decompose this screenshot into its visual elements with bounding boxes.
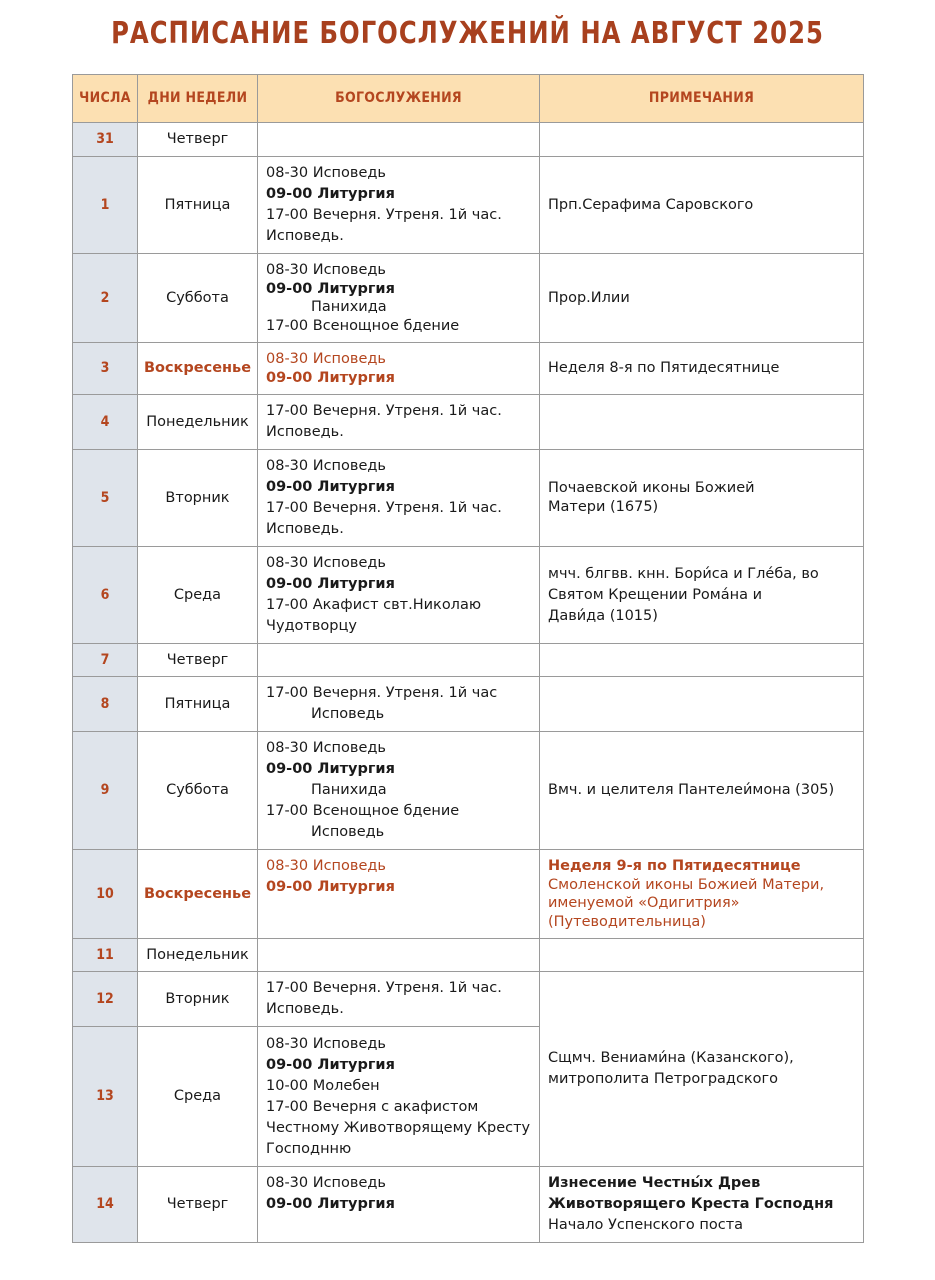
notes-cell	[540, 677, 864, 732]
note-line: мчч. блгвв. кнн. Бори́са и Гле́ба, во	[548, 565, 819, 582]
service-line: 17-00 Вечерня. Утреня. 1й час.	[266, 980, 502, 996]
services-cell	[258, 1167, 540, 1243]
note-line: Вмч. и целителя Пантелеи́мона (305)	[548, 782, 835, 798]
note-line: Начало Успенского поста	[548, 1217, 744, 1233]
note-line: Неделя 8-я по Пятидесятнице	[548, 360, 780, 376]
services-cell	[258, 939, 540, 972]
note-line: Изнесение Честны́х Древ	[548, 1175, 761, 1191]
table-row	[73, 677, 864, 732]
service-line: 09-00 Литургия	[266, 761, 395, 777]
services-cell	[258, 677, 540, 732]
table-row	[73, 254, 864, 343]
date-cell: 2	[73, 254, 138, 343]
service-line: 17-00 Акафист свт.Николаю	[266, 597, 482, 613]
date-cell: 8	[73, 677, 138, 732]
service-line: Исповедь.	[266, 228, 344, 244]
date-cell: 11	[73, 939, 138, 972]
services-cell	[258, 732, 540, 850]
services-cell	[258, 1027, 540, 1167]
header-num: ЧИСЛА	[73, 75, 138, 123]
schedule-table	[72, 74, 864, 1243]
service-line: Чудотворцу	[266, 618, 357, 634]
note-line: Прп.Серафима Саровского	[548, 196, 754, 213]
services-cell	[258, 547, 540, 644]
notes-cell	[540, 939, 864, 972]
service-line: Господнню	[266, 1140, 352, 1157]
note-line: Дави́да (1015)	[548, 607, 658, 624]
table-row	[73, 157, 864, 254]
service-line: Панихида	[311, 299, 387, 315]
note-line: Прор.Илии	[548, 289, 630, 306]
service-line: 09-00 Литургия	[266, 1196, 395, 1212]
table-header-row	[73, 75, 864, 123]
services-cell	[258, 157, 540, 254]
table-row	[73, 644, 864, 677]
service-line: Исповедь	[311, 706, 385, 722]
header-day: ДНИ НЕДЕЛИ	[138, 75, 258, 123]
note-line: (Путеводительница)	[548, 913, 706, 930]
notes-cell	[540, 450, 864, 547]
note-line: митрополита Петроградского	[548, 1071, 779, 1087]
service-line: Исповедь.	[266, 424, 344, 440]
page-title: РАСПИСАНИЕ БОГОСЛУЖЕНИЙ НА АВГУСТ 2025	[111, 16, 824, 51]
header-services: БОГОСЛУЖЕНИЯ	[258, 75, 540, 123]
service-line: 08-30 Исповедь	[266, 262, 386, 278]
service-line: 08-30 Исповедь	[266, 858, 386, 874]
date-cell: 13	[73, 1027, 138, 1167]
date-cell: 1	[73, 157, 138, 254]
services-cell	[258, 395, 540, 450]
service-line: 17-00 Вечерня с акафистом	[266, 1098, 479, 1115]
weekday-cell: Суббота	[138, 254, 258, 343]
weekday-cell: Понедельник	[138, 395, 258, 450]
service-line: Исповедь.	[266, 521, 344, 537]
table-row	[73, 732, 864, 850]
weekday-cell: Пятница	[138, 157, 258, 254]
weekday-cell: Среда	[138, 547, 258, 644]
date-cell: 4	[73, 395, 138, 450]
table-row	[73, 547, 864, 644]
notes-cell	[540, 343, 864, 395]
notes-cell	[540, 123, 864, 157]
table-row	[73, 343, 864, 395]
date-cell: 7	[73, 644, 138, 677]
service-line: Исповедь.	[266, 1001, 344, 1017]
date-cell: 6	[73, 547, 138, 644]
service-line: Честному Животворящему Кресту	[266, 1119, 531, 1136]
services-cell	[258, 450, 540, 547]
service-line: 09-00 Литургия	[266, 576, 395, 592]
service-line: Панихида	[311, 782, 387, 798]
service-line: 09-00 Литургия	[266, 280, 395, 297]
services-cell	[258, 972, 540, 1027]
service-line: 09-00 Литургия	[266, 369, 395, 386]
service-line: 09-00 Литургия	[266, 186, 395, 202]
service-line: 08-30 Исповедь	[266, 458, 386, 474]
table-row	[73, 123, 864, 157]
service-line: 09-00 Литургия	[266, 879, 395, 895]
date-cell: 9	[73, 732, 138, 850]
services-cell	[258, 644, 540, 677]
note-line: Смоленской иконы Божией Матери,	[548, 876, 825, 893]
service-line: 17-00 Вечерня. Утреня. 1й час	[266, 685, 498, 701]
weekday-cell: Вторник	[138, 972, 258, 1027]
notes-cell	[540, 395, 864, 450]
note-line: Неделя 9-я по Пятидесятнице	[548, 858, 801, 874]
service-line: 10-00 Молебен	[266, 1077, 380, 1094]
notes-cell	[540, 972, 864, 1167]
services-cell	[258, 850, 540, 939]
note-line: Святом Крещении Рома́на и	[548, 586, 763, 603]
service-line: 17-00 Всенощное бдение	[266, 317, 460, 334]
date-cell: 10	[73, 850, 138, 939]
notes-cell	[540, 157, 864, 254]
date-cell: 31	[73, 123, 138, 157]
weekday-cell: Четверг	[138, 1167, 258, 1243]
table-row	[73, 450, 864, 547]
weekday-cell: Суббота	[138, 732, 258, 850]
service-line: 08-30 Исповедь	[266, 1035, 386, 1052]
weekday-cell: Понедельник	[138, 939, 258, 972]
weekday-cell: Четверг	[138, 644, 258, 677]
service-line: 08-30 Исповедь	[266, 165, 386, 181]
service-line: 09-00 Литургия	[266, 479, 395, 495]
date-cell: 12	[73, 972, 138, 1027]
table-row	[73, 972, 864, 1027]
service-line: 08-30 Исповедь	[266, 740, 386, 756]
note-line: Животворящего Креста Господня	[548, 1196, 834, 1212]
service-line: 08-30 Исповедь	[266, 555, 386, 571]
note-line: Сщмч. Вениами́на (Казанского),	[548, 1050, 794, 1066]
date-cell: 5	[73, 450, 138, 547]
weekday-cell: Четверг	[138, 123, 258, 157]
services-cell	[258, 123, 540, 157]
weekday-cell: Воскресенье	[138, 850, 258, 939]
notes-cell	[540, 850, 864, 939]
service-line: 09-00 Литургия	[266, 1056, 395, 1073]
note-line: Матери (1675)	[548, 499, 659, 515]
note-line: Почаевской иконы Божией	[548, 480, 755, 496]
note-line: именуемой «Одигитрия»	[548, 895, 740, 911]
service-line: Исповедь	[311, 824, 385, 840]
date-cell: 14	[73, 1167, 138, 1243]
date-cell: 3	[73, 343, 138, 395]
service-line: 17-00 Вечерня. Утреня. 1й час.	[266, 403, 502, 419]
notes-cell	[540, 547, 864, 644]
table-row	[73, 939, 864, 972]
services-cell	[258, 343, 540, 395]
table-row	[73, 1167, 864, 1243]
service-line: 08-30 Исповедь	[266, 1175, 386, 1191]
services-cell	[258, 254, 540, 343]
notes-cell	[540, 732, 864, 850]
header-notes: ПРИМЕЧАНИЯ	[540, 75, 864, 123]
service-line: 17-00 Вечерня. Утреня. 1й час.	[266, 500, 502, 516]
table-row	[73, 395, 864, 450]
notes-cell	[540, 1167, 864, 1243]
service-line: 08-30 Исповедь	[266, 350, 386, 367]
notes-cell	[540, 254, 864, 343]
table-row	[73, 850, 864, 939]
notes-cell	[540, 644, 864, 677]
service-line: 17-00 Всенощное бдение	[266, 803, 460, 819]
service-line: 17-00 Вечерня. Утреня. 1й час.	[266, 207, 502, 223]
weekday-cell: Вторник	[138, 450, 258, 547]
weekday-cell: Воскресенье	[138, 343, 258, 395]
weekday-cell: Среда	[138, 1027, 258, 1167]
weekday-cell: Пятница	[138, 677, 258, 732]
